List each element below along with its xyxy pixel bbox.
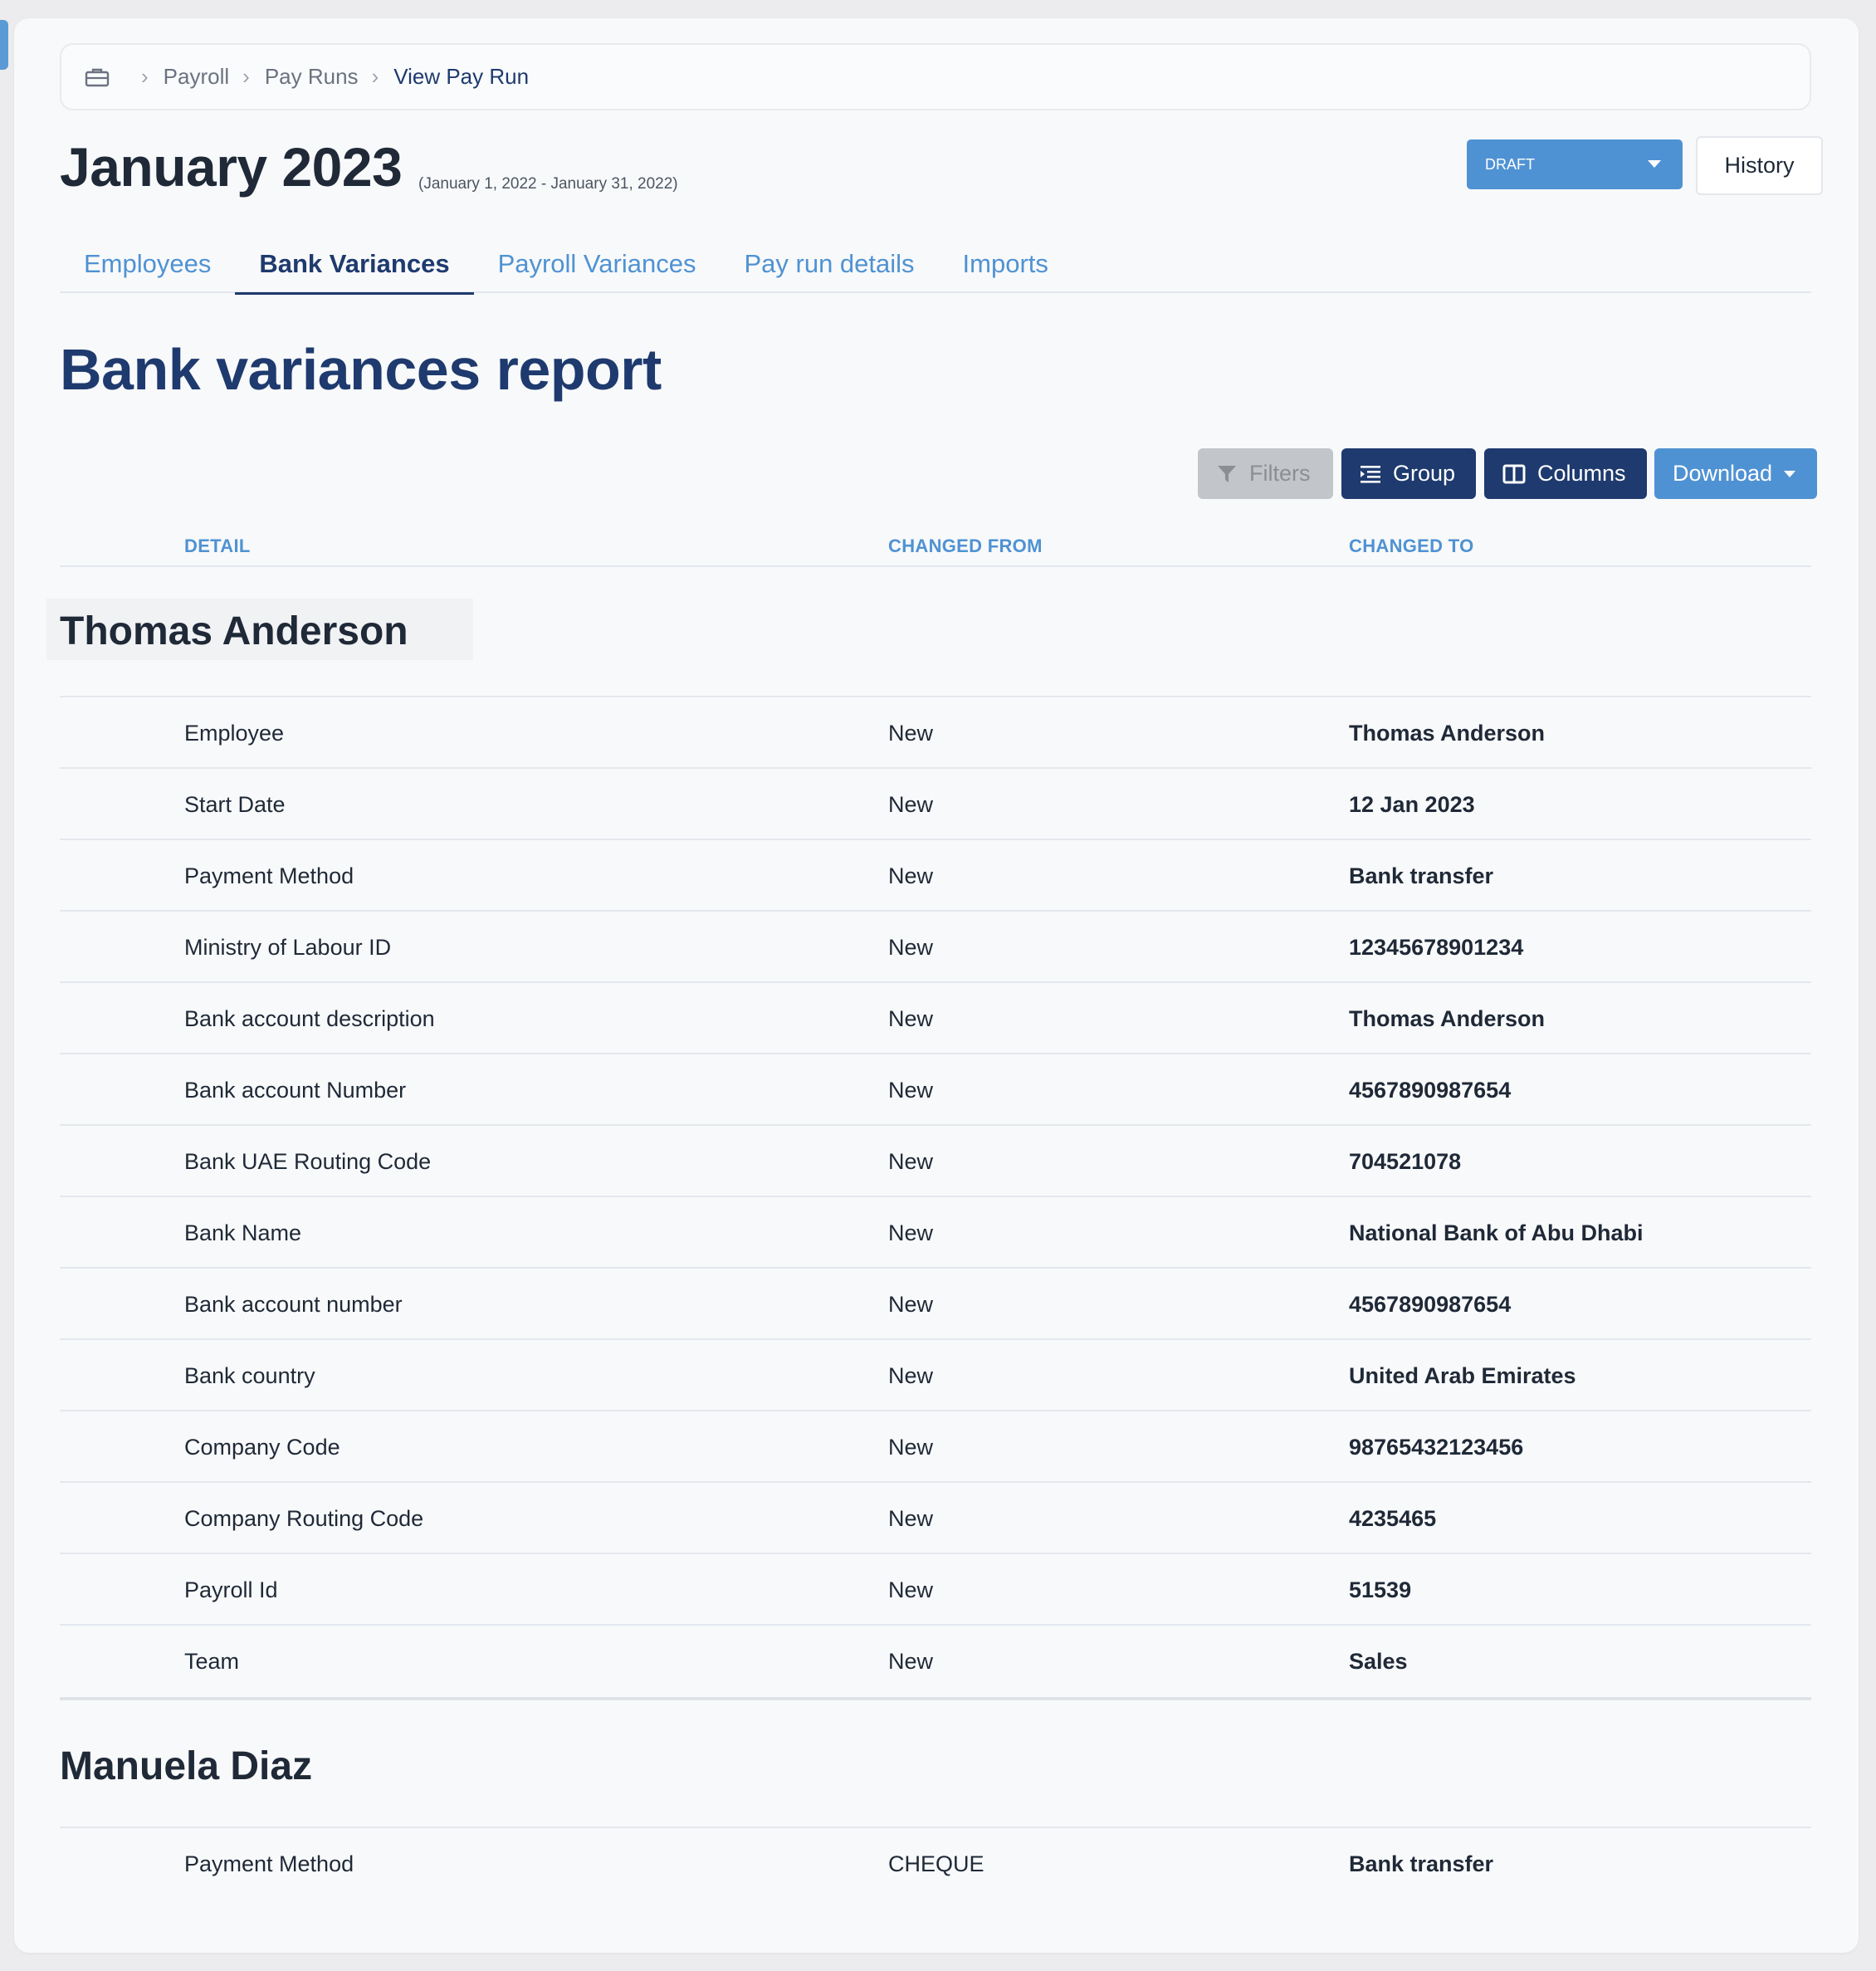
cell-changed-from: New: [888, 1078, 934, 1103]
report-title: Bank variances report: [60, 337, 662, 402]
caret-down-icon: [1648, 160, 1661, 168]
columns-icon: [1502, 464, 1526, 484]
tab-bar: [60, 235, 1811, 293]
table-row: [60, 1197, 1811, 1269]
cell-changed-from: New: [888, 1649, 934, 1674]
cell-changed-from: New: [888, 863, 934, 888]
sidebar-toggle-tab[interactable]: [0, 20, 8, 70]
status-dropdown[interactable]: [1467, 139, 1683, 189]
table-row: [60, 1554, 1811, 1626]
cell-changed-to: Bank transfer: [1349, 863, 1494, 888]
group-header: [60, 1697, 1811, 1828]
cell-changed-to: 98765432123456: [1349, 1435, 1524, 1460]
cell-changed-to: National Bank of Abu Dhabi: [1349, 1220, 1644, 1245]
history-button[interactable]: History: [1696, 136, 1823, 195]
group-header: [60, 567, 1811, 697]
briefcase-icon[interactable]: [85, 67, 110, 87]
cell-changed-to: 4235465: [1349, 1506, 1437, 1531]
cell-changed-to: Thomas Anderson: [1349, 1006, 1546, 1031]
breadcrumb-payroll[interactable]: Payroll: [163, 64, 230, 89]
breadcrumb: [60, 43, 1811, 110]
column-header-changed-to[interactable]: CHANGED TO: [1349, 536, 1474, 556]
cell-detail: Employee: [184, 721, 285, 746]
tab-payroll-variances[interactable]: Payroll Variances: [497, 249, 696, 278]
cell-changed-to: 12345678901234: [1349, 935, 1524, 960]
columns-button[interactable]: [1484, 448, 1647, 499]
content-area: [60, 43, 1811, 1900]
table-row: [60, 1340, 1811, 1411]
filters-label: Filters: [1249, 461, 1311, 486]
cell-changed-from: New: [888, 1292, 934, 1317]
table-row: [60, 1483, 1811, 1554]
chevron-right-icon: ›: [141, 64, 149, 89]
cell-detail: Ministry of Labour ID: [184, 935, 392, 960]
cell-changed-from: New: [888, 1149, 934, 1174]
cell-changed-from: New: [888, 935, 934, 960]
cell-changed-from: New: [888, 1363, 934, 1388]
group-list-icon: [1360, 464, 1381, 484]
download-button[interactable]: [1654, 448, 1817, 499]
status-label: DRAFT: [1485, 155, 1535, 173]
cell-changed-to: Thomas Anderson: [1349, 721, 1546, 746]
group-name: Manuela Diaz: [60, 1744, 313, 1788]
table-row: [60, 1054, 1811, 1126]
tab-bank-variances[interactable]: Bank Variances: [235, 235, 473, 293]
chevron-right-icon: ›: [371, 64, 379, 89]
cell-changed-from: New: [888, 792, 934, 817]
cell-changed-to: 704521078: [1349, 1149, 1462, 1174]
cell-detail: Company Code: [184, 1435, 340, 1460]
cell-detail: Bank account number: [184, 1292, 403, 1317]
filters-button[interactable]: [1198, 448, 1333, 499]
breadcrumb-pay-runs[interactable]: Pay Runs: [264, 64, 359, 89]
cell-detail: Team: [184, 1649, 240, 1674]
filter-icon: [1216, 463, 1238, 485]
cell-detail: Payment Method: [184, 863, 354, 888]
cell-changed-to: Bank transfer: [1349, 1851, 1494, 1876]
table-row: [60, 840, 1811, 912]
chevron-right-icon: ›: [242, 64, 250, 89]
cell-changed-from: New: [888, 1006, 934, 1031]
table-row: [60, 1626, 1811, 1697]
caret-down-icon: [1784, 471, 1795, 477]
tab-imports[interactable]: Imports: [962, 249, 1048, 278]
tab-employees[interactable]: Employees: [84, 249, 212, 278]
group-name: Thomas Anderson: [60, 609, 408, 653]
cell-detail: Bank country: [184, 1363, 315, 1388]
cell-changed-to: 12 Jan 2023: [1349, 792, 1475, 817]
cell-changed-to: United Arab Emirates: [1349, 1363, 1576, 1388]
download-label: Download: [1673, 461, 1773, 486]
cell-changed-from: CHEQUE: [888, 1851, 984, 1876]
cell-detail: Bank account description: [184, 1006, 435, 1031]
cell-changed-to: 4567890987654: [1349, 1078, 1512, 1103]
table-row: [60, 912, 1811, 983]
breadcrumb-current: View Pay Run: [393, 64, 530, 89]
cell-changed-from: New: [888, 1577, 934, 1602]
table-row: [60, 983, 1811, 1054]
tab-pay-run-details[interactable]: Pay run details: [744, 249, 915, 278]
cell-changed-from: New: [888, 1435, 934, 1460]
table-row: [60, 1269, 1811, 1340]
cell-changed-to: Sales: [1349, 1649, 1408, 1674]
table-row: [60, 1411, 1811, 1483]
cell-changed-from: New: [888, 1220, 934, 1245]
cell-changed-to: 4567890987654: [1349, 1292, 1512, 1317]
table-row: [60, 1828, 1811, 1900]
column-header-changed-from[interactable]: CHANGED FROM: [888, 536, 1043, 556]
cell-changed-to: 51539: [1349, 1577, 1412, 1602]
cell-detail: Bank account Number: [184, 1078, 407, 1103]
group-button[interactable]: [1341, 448, 1476, 499]
cell-detail: Bank UAE Routing Code: [184, 1149, 432, 1174]
cell-changed-from: New: [888, 721, 934, 746]
cell-changed-from: New: [888, 1506, 934, 1531]
page-header: [60, 110, 1811, 235]
table-row: [60, 1126, 1811, 1197]
cell-detail: Payroll Id: [184, 1577, 278, 1602]
table-header: [60, 511, 1811, 567]
table-row: [60, 769, 1811, 840]
cell-detail: Payment Method: [184, 1851, 354, 1876]
cell-detail: Start Date: [184, 792, 286, 817]
table-row: [60, 697, 1811, 769]
page-date-range: (January 1, 2022 - January 31, 2022): [418, 175, 678, 193]
cell-detail: Bank Name: [184, 1220, 302, 1245]
main-card: [14, 18, 1859, 1953]
group-label: Group: [1393, 461, 1456, 486]
page-title: January 2023: [60, 136, 403, 198]
column-header-detail[interactable]: DETAIL: [184, 536, 251, 556]
report-toolbar: [60, 403, 1811, 511]
cell-detail: Company Routing Code: [184, 1506, 424, 1531]
columns-label: Columns: [1537, 461, 1626, 486]
